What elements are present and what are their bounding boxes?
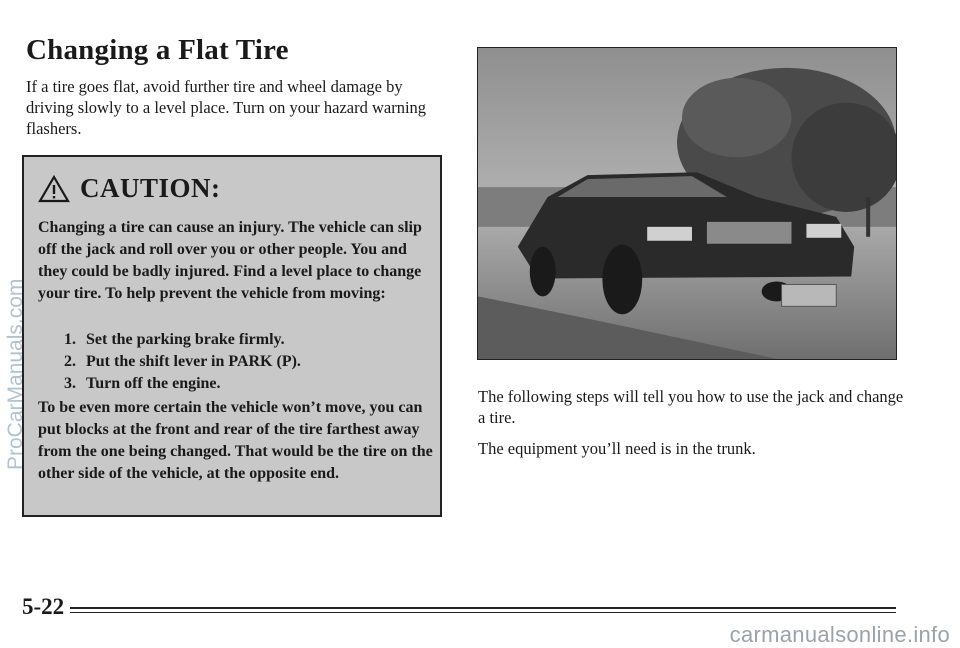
caution-steps-list <box>64 329 301 395</box>
step-number: 3. <box>64 375 76 392</box>
steps-intro: The following steps will tell you how to use the jack and change a tire. <box>478 387 904 427</box>
intro-paragraph: If a tire goes flat, avoid further tire and wheel damage by driving slowly to a level place. Turn on your hazard warning flashers. <box>26 77 427 138</box>
list-item <box>64 373 301 395</box>
bottom-watermark: carmanualsonline.info <box>729 622 950 647</box>
side-watermark: ProCarManuals.com <box>4 278 27 470</box>
footer-rule <box>70 607 896 609</box>
footer-rule <box>70 612 896 613</box>
warning-triangle-icon <box>38 175 70 203</box>
equipment-note: The equipment you’ll need is in the trunk. <box>478 439 756 458</box>
caution-header <box>38 173 221 204</box>
step-number: 2. <box>64 353 76 370</box>
car-photo <box>477 47 897 360</box>
page-number: 5-22 <box>22 594 65 619</box>
page-title: Changing a Flat Tire <box>26 34 289 66</box>
list-item <box>64 351 301 373</box>
step-text: Put the shift lever in PARK (P). <box>86 353 301 370</box>
caution-paragraph-2: To be even more certain the vehicle won’t move, you can put blocks at the front and rear of the tire farthest away from the one being changed. That would be the tire on the other side of the vehicle, at the opposite end. <box>38 399 433 482</box>
caution-heading: CAUTION: <box>80 173 221 203</box>
step-number: 1. <box>64 331 76 348</box>
step-text: Set the parking brake firmly. <box>86 331 285 348</box>
caution-paragraph-1: Changing a tire can cause an injury. The vehicle can slip off the jack and roll over you or other people. You and they could be badly injured. Find a level place to change your tire. To help prevent the vehicle from moving: <box>38 219 422 302</box>
list-item <box>64 329 301 351</box>
caution-box <box>22 155 442 517</box>
step-text: Turn off the engine. <box>86 375 221 392</box>
